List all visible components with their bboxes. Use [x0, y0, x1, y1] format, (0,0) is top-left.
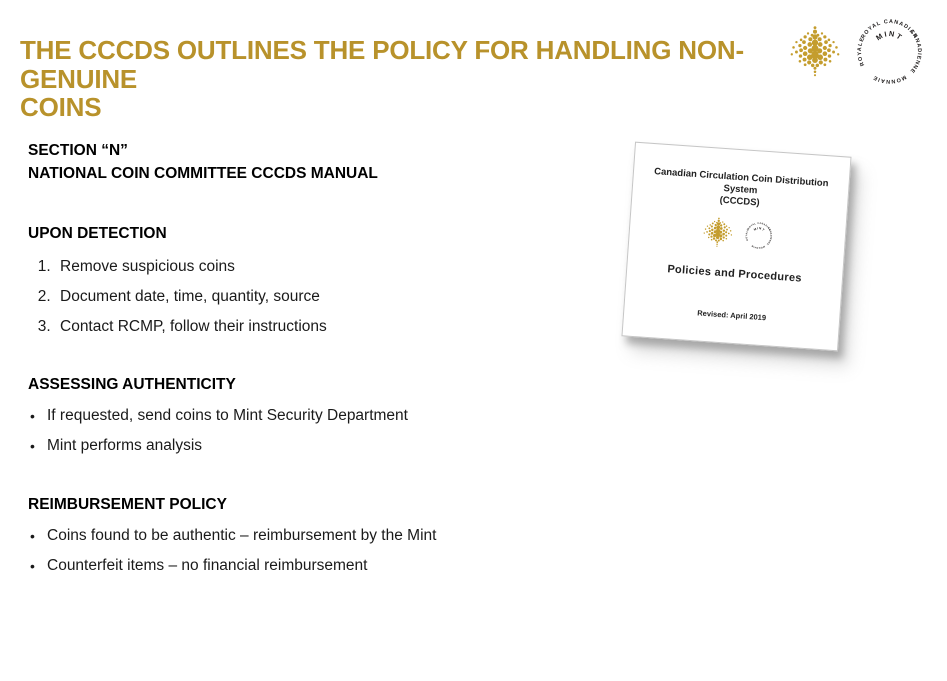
section-assessing-authenticity [28, 373, 668, 461]
reimbursement-policy-list [28, 521, 668, 581]
list-item: • Coins found to be authentic – reimbursement by the Mint [28, 521, 668, 551]
royal-canadian-mint-ring-logo-icon [743, 220, 775, 252]
reimbursement-policy-heading: REIMBURSEMENT POLICY [28, 496, 227, 513]
slide-title-line2: COINS [20, 92, 102, 122]
mint-maple-leaf-logo-icon [700, 215, 736, 251]
manual-cover-subtitle: Policies and Procedures [666, 263, 803, 285]
cccds-manual-cover-image [621, 142, 851, 352]
list-item: • If requested, send coins to Mint Security Department [28, 401, 668, 431]
slide-title [20, 36, 800, 122]
assessing-authenticity-list [28, 401, 668, 461]
upon-detection-heading: UPON DETECTION [28, 225, 167, 242]
section-manual-reference [28, 139, 668, 185]
list-item: 1. Remove suspicious coins [55, 252, 668, 282]
list-item: • Mint performs analysis [28, 431, 668, 461]
list-item: • Counterfeit items – no financial reimbursement [28, 551, 668, 581]
manual-cover-title [640, 165, 841, 215]
manual-section-line1: SECTION “N” [28, 142, 128, 159]
manual-cover-title-line2: (CCCDS) [719, 194, 761, 209]
section-reimbursement-policy [28, 493, 668, 581]
manual-section-line2: NATIONAL COIN COMMITTEE CCCDS MANUAL [28, 165, 378, 182]
list-item: 2. Document date, time, quantity, source [55, 282, 668, 312]
slide-title-line1: THE CCCDS OUTLINES THE POLICY FOR HANDLING NON-GENUINE [20, 35, 744, 94]
manual-cover-revision: Revised: April 2019 [696, 308, 767, 323]
assessing-authenticity-heading: ASSESSING AUTHENTICITY [28, 376, 236, 393]
mint-maple-leaf-logo-icon [786, 23, 844, 81]
section-upon-detection [28, 222, 668, 342]
upon-detection-list [28, 252, 668, 342]
list-item: 3. Contact RCMP, follow their instructions [55, 312, 668, 342]
manual-cover-logos [629, 210, 846, 259]
manual-cover-title-line1: Canadian Circulation Coin Distribution System [653, 166, 829, 197]
royal-canadian-mint-ring-logo-icon [853, 15, 926, 88]
